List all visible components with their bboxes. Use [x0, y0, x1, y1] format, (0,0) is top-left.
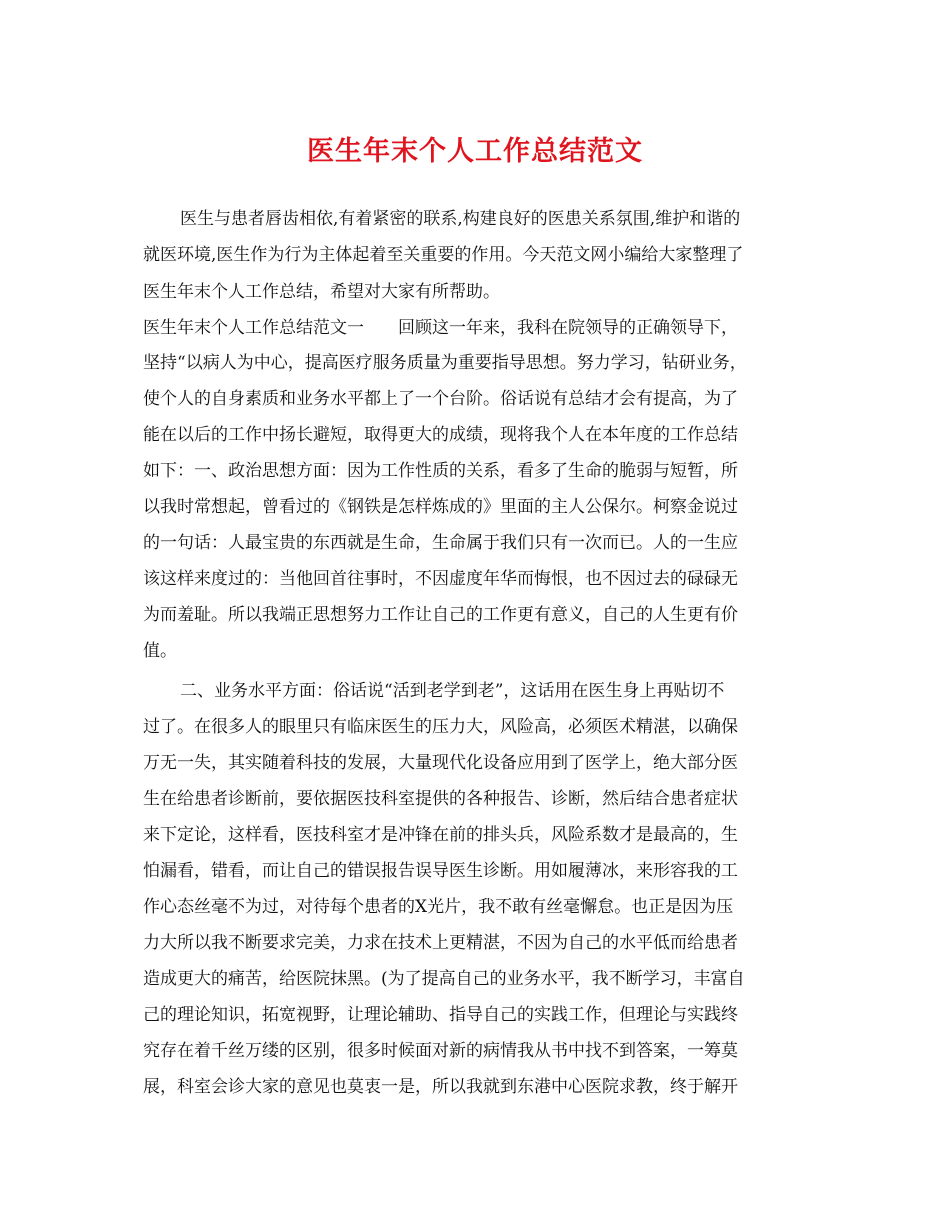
paragraph-line: 生在给患者诊断前，要依据医技科室提供的各种报告、诊断，然后结合患者症状: [143, 789, 738, 809]
paragraph-line: 力大所以我不断要求完美，力求在技术上更精湛，不因为自己的水平低而给患者: [143, 933, 738, 953]
paragraph-line: 二、业务水平方面：俗话说“活到老学到老”，这话用在医生身上再贴切不: [180, 681, 725, 701]
paragraph-line: 坚持“以病人为中心，提高医疗服务质量为重要指导思想。努力学习，钻研业务，: [143, 353, 747, 373]
paragraph-line: 展，科室会诊大家的意见也莫衷一是，所以我就到东港中心医院求教，终于解开: [143, 1077, 738, 1097]
paragraph-line: 医生年末个人工作总结，希望对大家有所帮助。: [143, 282, 500, 302]
paragraph-line: 己的理论知识，拓宽视野，让理论辅助、指导自己的实践工作，但理论与实践终: [143, 1005, 738, 1025]
paragraph-line: 以我时常想起，曾看过的《钢铁是怎样炼成的》里面的主人公保尔。柯察金说过: [143, 497, 738, 517]
paragraph-line: 万无一失，其实随着科技的发展，大量现代化设备应用到了医学上，绝大部分医: [143, 753, 738, 773]
document-title: 医生年末个人工作总结范文: [307, 136, 643, 167]
paragraph-line: 使个人的自身素质和业务水平都上了一个台阶。俗话说有总结才会有提高，为了: [143, 389, 738, 409]
paragraph-line: 该这样来度过的：当他回首往事时，不因虚度年华而悔恨，也不因过去的碌碌无: [143, 569, 738, 589]
paragraph-line: 怕漏看，错看，而让自己的错误报告误导医生诊断。用如履薄冰，来形容我的工: [143, 861, 738, 881]
paragraph-line: 医生与患者唇齿相依,有着紧密的联系,构建良好的医患关系氛围,维护和谐的: [180, 209, 741, 229]
paragraph-line: 究存在着千丝万缕的区别，很多时候面对新的病情我从书中找不到答案，一筹莫: [143, 1041, 738, 1061]
paragraph-line: 就医环境,医生作为行为主体起着至关重要的作用。今天范文网小编给大家整理了: [143, 245, 744, 265]
paragraph-line: 值。: [143, 641, 177, 661]
paragraph-line: 的一句话：人最宝贵的东西就是生命，生命属于我们只有一次而已。人的一生应: [143, 533, 738, 553]
paragraph-line: 过了。在很多人的眼里只有临床医生的压力大，风险高，必须医术精湛，以确保: [143, 717, 738, 737]
paragraph-line: 作心态丝毫不为过，对待每个患者的X光片，我不敢有丝毫懈怠。也正是因为压: [143, 897, 734, 917]
paragraph-line: 来下定论，这样看，医技科室才是冲锋在前的排头兵，风险系数才是最高的，生: [143, 825, 738, 845]
paragraph-line: 医生年末个人工作总结范文一 回顾这一年来，我科在院领导的正确领导下，: [143, 318, 738, 338]
paragraph-line: 如下：一、政治思想方面：因为工作性质的关系，看多了生命的脆弱与短暂，所: [143, 461, 738, 481]
paragraph-line: 造成更大的痛苦，给医院抹黑。(为了提高自己的业务水平，我不断学习，丰富自: [143, 969, 745, 989]
paragraph-line: 能在以后的工作中扬长避短，取得更大的成绩，现将我个人在本年度的工作总结: [143, 425, 738, 445]
paragraph-line: 为而羞耻。所以我端正思想努力工作让自己的工作更有意义，自己的人生更有价: [143, 605, 738, 625]
